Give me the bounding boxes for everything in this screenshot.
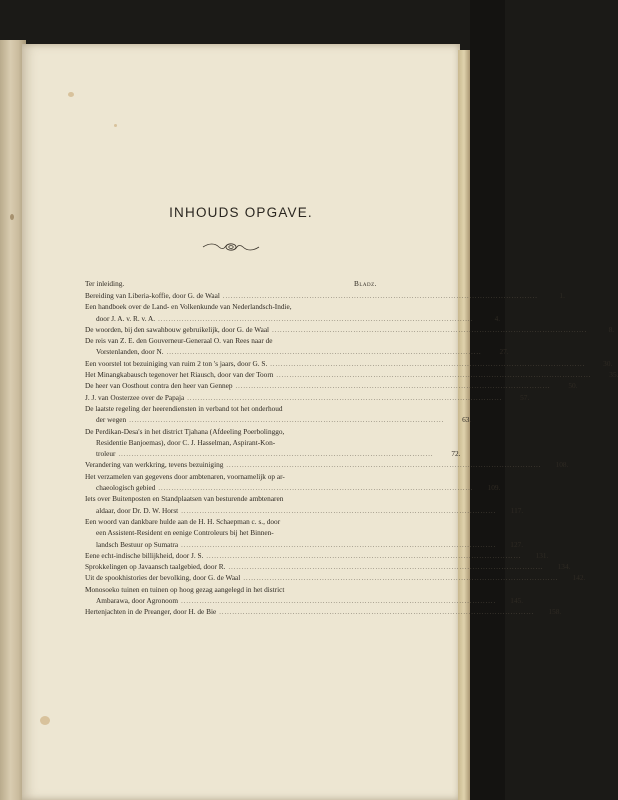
toc-entry	[85, 493, 524, 516]
toc-entry-line	[85, 335, 375, 346]
leader-dots: ........................................................................................................................	[219, 609, 535, 617]
toc-page-number: 134.	[557, 562, 571, 572]
toc-entry-line	[85, 437, 375, 448]
toc-entry-line	[85, 301, 375, 312]
toc-entry	[85, 392, 530, 403]
toc-entry-line	[85, 392, 530, 403]
toc-entry-text: Monosoeko tuinen en tuinen op hoog gezag aangelegd in het district	[85, 584, 285, 594]
toc-entry-text: Ambarawa, door Agronoom	[96, 596, 179, 606]
toc-entry	[85, 572, 586, 583]
toc-entry-line	[85, 448, 461, 459]
toc-entry-text: Uit de spookhistories der bevolking, door G. de Waal	[85, 573, 241, 583]
toc-entry	[85, 550, 549, 561]
leader-dots: ........................................................................................................................	[129, 417, 445, 425]
toc-entry-text: De Perdikan-Desa's in het district Tjahana (Afdeeling Poerbolinggo,	[85, 426, 285, 436]
toc-entry-line	[85, 290, 565, 301]
toc-entry-line	[85, 426, 375, 437]
toc-entry-text: Een handboek over de Land- en Volkenkunde van Nederlandsch-Indie,	[85, 302, 292, 312]
toc-entry-text: aldaar, door Dr. D. W. Horst	[96, 505, 179, 515]
toc-page-number: 8.	[608, 324, 615, 334]
toc-entry-line	[85, 414, 472, 425]
toc-entry	[85, 516, 524, 550]
flourish-ornament-icon	[201, 240, 261, 254]
toc-entry-line	[85, 539, 524, 550]
leader-dots: ........................................................................................................................	[181, 507, 497, 515]
toc-entry-text: J. J. van Oosterzee over de Papaja	[85, 392, 185, 402]
toc-entry-text: De heer van Oosthout contra den heer van Gennep	[85, 381, 233, 391]
toc-entry	[85, 335, 509, 358]
toc-entry-line	[85, 527, 375, 538]
toc-entry	[85, 459, 569, 470]
leader-dots: ........................................................................................................................	[158, 485, 474, 493]
page-title: INHOUDS OPGAVE.	[169, 205, 313, 220]
toc-entry-text: door J. A. v. R. v. A.	[96, 313, 156, 323]
toc-entry	[85, 301, 501, 324]
leader-dots: ........................................................................................................................	[226, 462, 542, 470]
toc-entry-text: der wegen	[96, 415, 127, 425]
toc-entry	[85, 369, 618, 380]
toc-entry-text: Iets over Buitenposten en Standplaatsen van besturende ambtenaren	[85, 494, 284, 504]
toc-page-number: 131.	[535, 550, 549, 560]
toc-entry-text: Verandering van werkkring, tevens bezuiniging	[85, 460, 224, 470]
leader-dots: ........................................................................................................................	[270, 360, 586, 368]
toc-entry-line	[85, 346, 509, 357]
toc-entry	[85, 584, 524, 607]
toc-page-number: 35.	[609, 370, 618, 380]
toc-entry	[85, 561, 571, 572]
toc-entry-line	[85, 505, 524, 516]
toc-page-number: 117.	[510, 505, 524, 515]
toc-entry-text: Bereiding van Liberia-koffie, door G. de Waal	[85, 291, 220, 300]
toc-entry	[85, 606, 562, 617]
toc-entry-line	[85, 369, 618, 380]
toc-entry-text: Residentie Banjoemas), door C. J. Hasselman, Aspirant-Kon-	[96, 437, 276, 447]
leader-dots: ........................................................................................................................	[222, 293, 538, 300]
toc-entry	[85, 324, 615, 335]
toc-entry-line	[85, 380, 578, 391]
toc-entry	[85, 358, 613, 369]
toc-page-number: 72.	[451, 449, 461, 459]
toc-entry-text: Een voorstel tot bezuiniging van ruim 2 ton 's jaars, door G. S.	[85, 358, 268, 368]
toc-entry-text: een Assistent-Resident en eenige Controleurs bij het Binnen-	[96, 528, 274, 538]
toc-entry-text: Vorstenlanden, door N.	[96, 347, 164, 357]
toc-entry-text: landsch Bestuur op Sumatra	[96, 539, 179, 549]
toc-page-number: 30.	[603, 358, 613, 368]
toc-page-number: 57.	[520, 392, 530, 402]
toc-entry-text: De reis van Z. E. den Gouverneur-Generaal O. van Rees naar de	[85, 336, 273, 346]
toc-page-number: 63.	[462, 415, 472, 425]
toc-entry-line	[85, 471, 375, 482]
leader-dots: ........................................................................................................................	[166, 349, 482, 357]
leader-dots: ........................................................................................................................	[276, 372, 592, 380]
toc-entry-text: chaeologisch gebied	[96, 483, 156, 493]
toc-intro-label: Ter inleiding.	[85, 279, 125, 288]
leader-dots: ........................................................................................................................	[235, 383, 551, 391]
toc-entry	[85, 380, 578, 391]
toc-entry-line	[85, 550, 549, 561]
toc-entry-text: troleur	[96, 449, 116, 459]
toc-page-number: 158.	[548, 607, 562, 617]
leader-dots: ........................................................................................................................	[118, 451, 434, 459]
toc-entry	[85, 290, 565, 301]
toc-entry-line	[85, 324, 615, 335]
page-column-label: Bladz.	[353, 279, 377, 288]
toc-entry-line	[85, 606, 562, 617]
toc-entry-text: Het Minangkabausch tegenover het Riausch, door van der Toorn	[85, 370, 274, 380]
toc-entry-line	[85, 595, 524, 606]
toc-entry-text: Sprokkelingen op Javaansch taalgebied, door R.	[85, 562, 226, 572]
toc-entry-text: Eene echt-indische billijkheid, door J. S.	[85, 550, 204, 560]
leader-dots: ........................................................................................................................	[187, 394, 503, 402]
table-of-contents	[85, 290, 618, 618]
toc-entry-line	[85, 572, 586, 583]
toc-entry-line	[85, 313, 501, 324]
toc-entry-line	[85, 403, 375, 414]
toc-page-number: 145.	[510, 596, 524, 606]
toc-entry	[85, 426, 461, 460]
toc-page-number: 108.	[555, 460, 569, 470]
toc-entry	[85, 403, 472, 426]
toc-entry-line	[85, 482, 501, 493]
toc-entry-line	[85, 561, 571, 572]
toc-page-number: 1.	[559, 291, 565, 300]
toc-page-number: 27.	[499, 347, 509, 357]
toc-page-number: 50.	[568, 381, 578, 391]
toc-page-number: 142.	[572, 573, 586, 583]
toc-entry-text: Hertenjachten in de Preanger, door H. de Bie	[85, 607, 217, 617]
toc-entry-line	[85, 584, 375, 595]
toc-page-number: 127.	[510, 539, 524, 549]
toc-entry-text: Een woord van dankbare hulde aan de H. H. Schaepman c. s., door	[85, 516, 281, 526]
toc-entry-line	[85, 459, 569, 470]
toc-page-number: 109.	[487, 483, 501, 493]
toc-entry-line	[85, 493, 375, 504]
leader-dots: ........................................................................................................................	[228, 564, 544, 572]
leader-dots: ........................................................................................................................	[181, 541, 497, 549]
toc-entry-text: Het verzamelen van gegevens door ambtenaren, voornamelijk op ar-	[85, 471, 285, 481]
leader-dots: ........................................................................................................................	[272, 326, 588, 334]
toc-entry-line	[85, 358, 613, 369]
leader-dots: ........................................................................................................................	[158, 315, 474, 323]
leader-dots: ........................................................................................................................	[243, 575, 559, 583]
leader-dots: ........................................................................................................................	[181, 598, 497, 606]
leader-dots: ........................................................................................................................	[206, 552, 522, 560]
toc-entry-text: De woorden, bij den sawahbouw gebruikelijk, door G. de Waal	[85, 324, 270, 334]
toc-entry	[85, 471, 501, 494]
toc-page-number: 4.	[494, 313, 501, 323]
toc-entry-line	[85, 516, 375, 527]
toc-entry-text: De laatste regeling der heerendiensten in verband tot het onderhoud	[85, 403, 283, 413]
